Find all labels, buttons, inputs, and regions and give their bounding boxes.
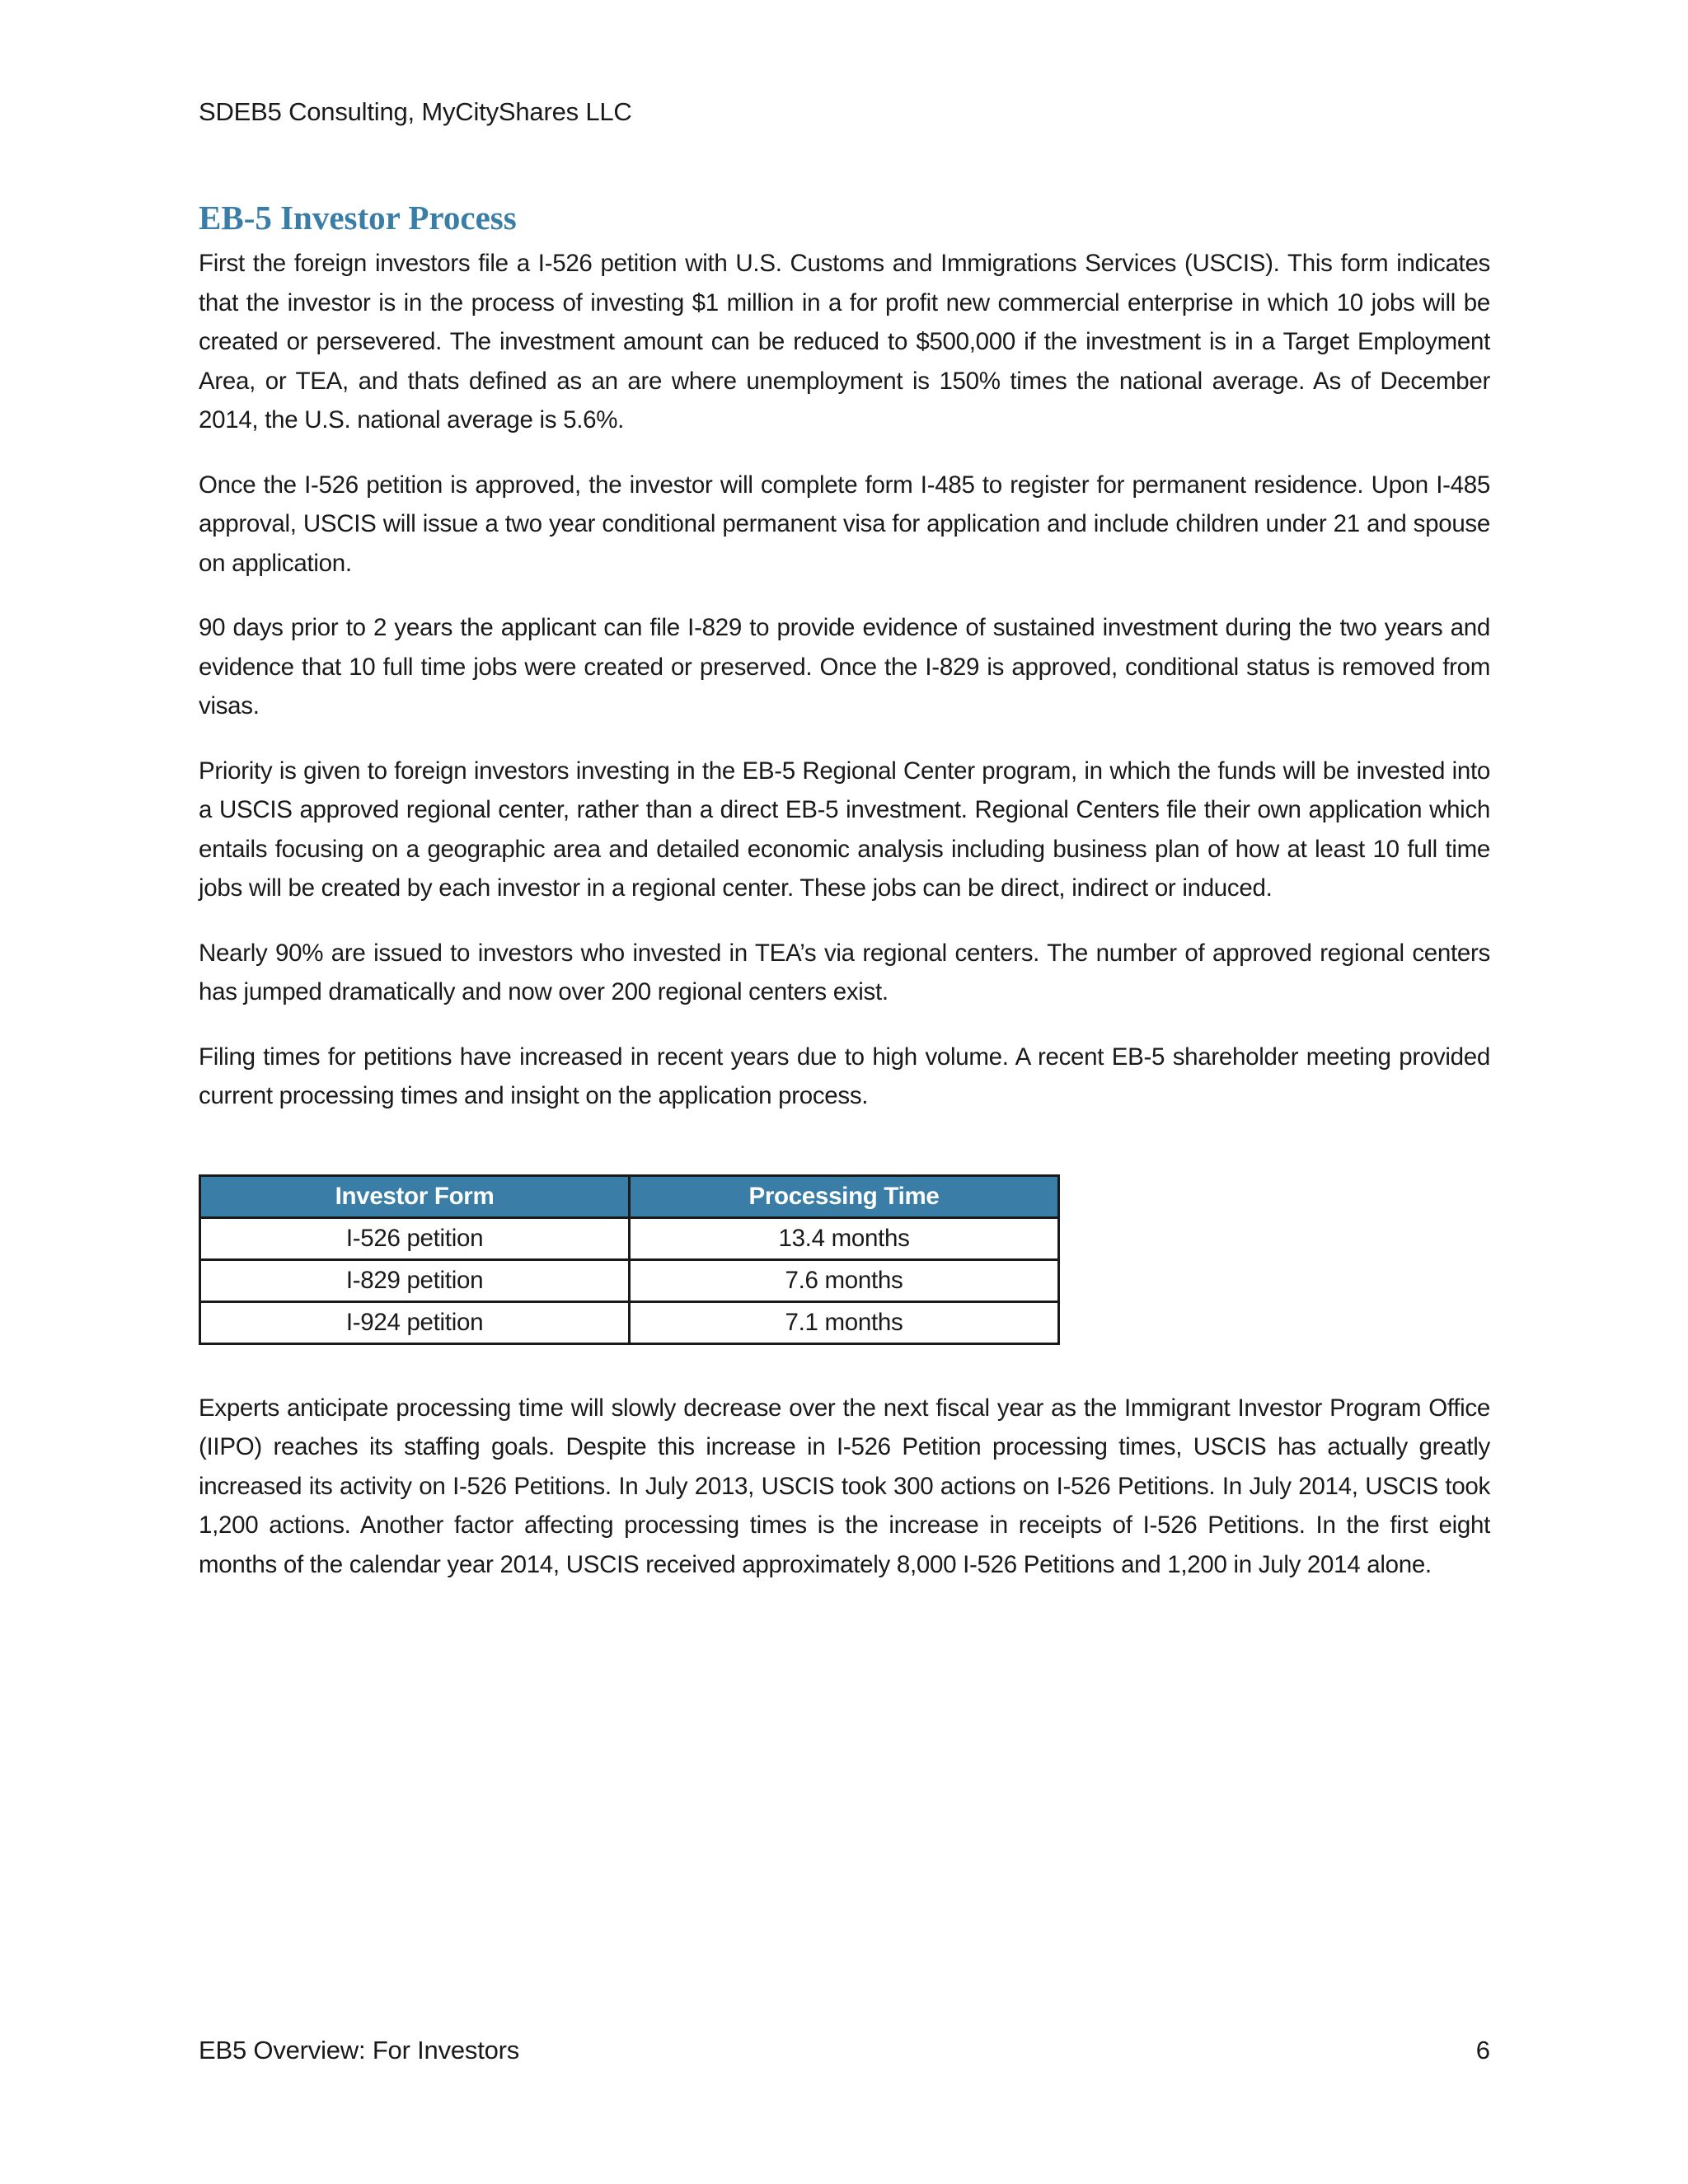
- paragraph-i485: Once the I-526 petition is approved, the investor will complete form I-485 to register for permanent residence. Upon I-485 approval, USCIS will issue a two year conditional permanent visa for application and include children under 21 and spouse on application.: [199, 471, 1490, 577]
- paragraph-filing-times: Filing times for petitions have increased in recent years due to high volume. A recent EB-5 shareholder meeting provided current processing times and insight on the application process.: [199, 1043, 1490, 1109]
- section-title: EB-5 Investor Process: [199, 199, 517, 237]
- paragraph-i829: 90 days prior to 2 years the applicant can file I-829 to provide evidence of sustained investment during the two years and evidence that 10 full time jobs were created or preserved. Once the I-829 is approved, conditional status is removed from visas.: [199, 614, 1490, 719]
- paragraph-tea-stats: Nearly 90% are issued to investors who invested in TEA’s via regional centers. The number of approved regional centers has jumped dramatically and now over 200 regional centers exist.: [199, 939, 1490, 1005]
- processing-time-table-wrapper: [199, 1174, 1490, 1345]
- table-cell-form: I-829 petition: [200, 1259, 630, 1301]
- footer-title: EB5 Overview: For Investors: [199, 2036, 520, 2064]
- paragraph-i526-filing: First the foreign investors file a I-526 petition with U.S. Customs and Immigrations Services (USCIS). This form indicates that the investor is in the process of investing $1 million in a for profit new commercial enterprise in which 10 jobs will be created or persevered. The investment amount can be reduced to $500,000 if the investment is in a Target Employment Area, or TEA, and thats defined as an are where unemployment is 150% times the national average. As of December 2014, the U.S. national average is 5.6%.: [199, 250, 1490, 434]
- table-cell-time: 13.4 months: [630, 1217, 1059, 1259]
- table-header-row: [200, 1175, 1059, 1217]
- paragraph-regional-center: Priority is given to foreign investors investing in the EB-5 Regional Center program, in which the funds will be invested into a USCIS approved regional center, rather than a direct EB-5 investment. Regional Centers file their own application which entails focusing on a geographic area and detailed economic analysis including business plan of how at least 10 full time jobs will be created by each investor in a regional center. These jobs can be direct, indirect or induced.: [199, 757, 1490, 902]
- page-number: 6: [1475, 2036, 1490, 2064]
- table-row: [200, 1259, 1059, 1301]
- processing-time-table: [199, 1174, 1060, 1345]
- main-content: [199, 196, 1490, 1610]
- column-header-processing-time: Processing Time: [630, 1175, 1059, 1217]
- table-row: [200, 1301, 1059, 1343]
- table-cell-time: 7.6 months: [630, 1259, 1059, 1301]
- page-header: SDEB5 Consulting, MyCityShares LLC: [199, 97, 632, 126]
- table-cell-form: I-924 petition: [200, 1301, 630, 1343]
- table-row: [200, 1217, 1059, 1259]
- paragraph-outlook: Experts anticipate processing time will slowly decrease over the next fiscal year as the Immigrant Investor Program Office (IIPO) reaches its staffing goals. Despite this increase in I-526 Petition processing times, USCIS has actually greatly increased its activity on I-526 Petitions. In July 2013, USCIS took 300 actions on I-526 Petitions. In July 2014, USCIS took 1,200 actions. Another factor affecting processing times is the increase in receipts of I-526 Petitions. In the first eight months of the calendar year 2014, USCIS received approximately 8,000 I-526 Petitions and 1,200 in July 2014 alone.: [199, 1394, 1490, 1578]
- column-header-investor-form: Investor Form: [200, 1175, 630, 1217]
- table-cell-time: 7.1 months: [630, 1301, 1059, 1343]
- table-cell-form: I-526 petition: [200, 1217, 630, 1259]
